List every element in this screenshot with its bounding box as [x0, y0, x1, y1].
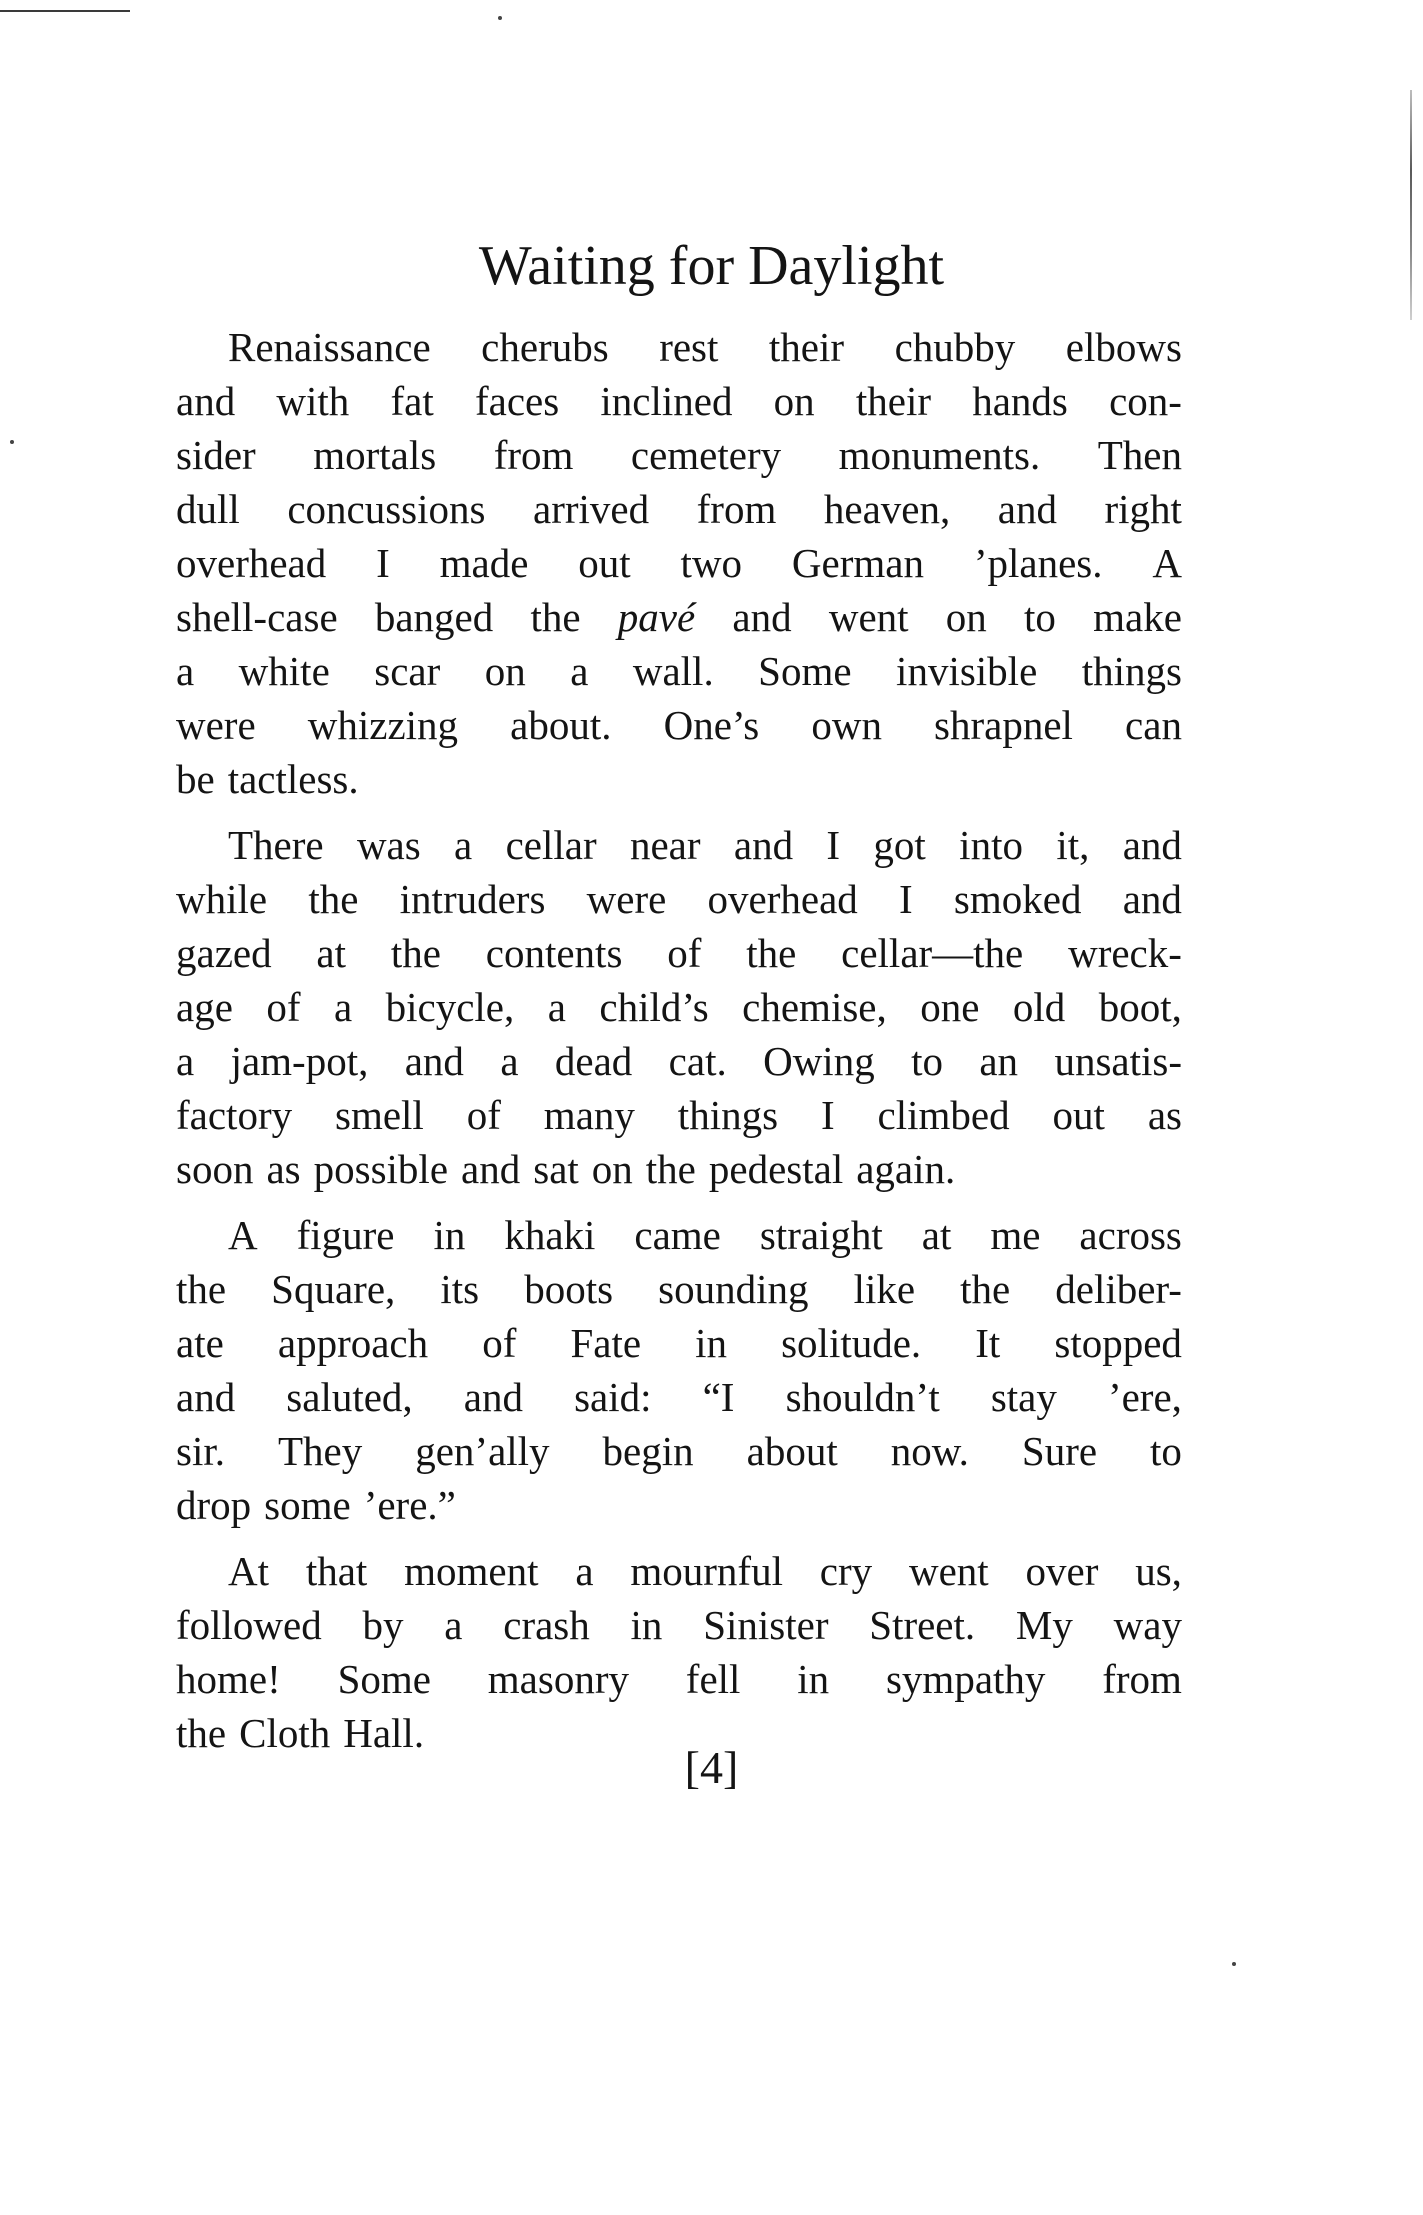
word: an: [979, 1038, 1019, 1084]
word: scar: [374, 648, 441, 694]
word: cherubs: [481, 324, 609, 370]
word: it,: [1056, 822, 1090, 868]
word: unsatis-: [1054, 1038, 1182, 1084]
text-line: [176, 980, 1182, 1034]
text-line: [176, 1316, 1182, 1370]
text-line: [176, 374, 1182, 428]
word: their: [855, 378, 931, 424]
word: as: [266, 1146, 301, 1192]
word: make: [1093, 594, 1182, 640]
word: again.: [856, 1146, 956, 1192]
word: a: [547, 984, 566, 1030]
word: was: [356, 822, 421, 868]
word: chemise,: [742, 984, 887, 1030]
word: dead: [554, 1038, 633, 1084]
word: about: [746, 1428, 838, 1474]
word: climbed: [877, 1092, 1010, 1138]
text-line: [176, 698, 1182, 752]
word: and: [1122, 876, 1182, 922]
word: con-: [1109, 378, 1182, 424]
word: by: [362, 1602, 404, 1648]
text-line: [176, 590, 1182, 644]
word: over: [1025, 1548, 1099, 1594]
word: about.: [510, 702, 612, 748]
word: and: [176, 1374, 236, 1420]
word: Sure: [1021, 1428, 1098, 1474]
word: of: [482, 1320, 517, 1366]
word: shrapnel: [934, 702, 1073, 748]
text-line: [176, 1598, 1182, 1652]
word: one: [920, 984, 980, 1030]
word: gen’ally: [415, 1428, 550, 1474]
text-line: [176, 926, 1182, 980]
word: the: [308, 876, 359, 922]
word: made: [439, 540, 529, 586]
word: on: [484, 648, 526, 694]
word: shouldn’t: [785, 1374, 940, 1420]
word: at: [921, 1212, 952, 1258]
word: way: [1113, 1602, 1182, 1648]
word: out: [1052, 1092, 1105, 1138]
word: now.: [890, 1428, 969, 1474]
word: deliber-: [1055, 1266, 1182, 1312]
text-line: [176, 1424, 1182, 1478]
word: can: [1125, 702, 1182, 748]
word: and: [461, 1146, 521, 1192]
word: At: [228, 1548, 269, 1594]
text-line: [176, 1652, 1182, 1706]
word: from: [1102, 1656, 1182, 1702]
paragraph: [176, 1544, 1182, 1760]
word: a: [176, 1038, 195, 1084]
word: monuments.: [838, 432, 1041, 478]
word: moment: [404, 1548, 539, 1594]
word: chubby: [894, 324, 1016, 370]
word: on: [591, 1146, 633, 1192]
word: to: [1023, 594, 1056, 640]
word: hands: [972, 378, 1068, 424]
word: at: [316, 930, 347, 976]
word: and: [997, 486, 1057, 532]
word: child’s: [599, 984, 709, 1030]
word: mournful: [630, 1548, 783, 1594]
word: Renaissance: [228, 324, 431, 370]
word: rest: [659, 324, 719, 370]
word: I: [376, 540, 390, 586]
word: cry: [819, 1548, 873, 1594]
word: figure: [296, 1212, 395, 1258]
word: of: [667, 930, 702, 976]
word: were: [586, 876, 667, 922]
paragraph: [176, 320, 1182, 806]
word: Hall.: [343, 1710, 425, 1756]
paragraph: [176, 1208, 1182, 1532]
text-line: [176, 1142, 1182, 1196]
word: ’ere.”: [363, 1482, 456, 1528]
word: German: [791, 540, 924, 586]
word: right: [1104, 486, 1182, 532]
word: A: [228, 1212, 258, 1258]
word: came: [634, 1212, 721, 1258]
word: its: [440, 1266, 480, 1312]
word: and: [732, 594, 792, 640]
word: Square,: [271, 1266, 396, 1312]
word: like: [853, 1266, 916, 1312]
word: ’planes.: [973, 540, 1103, 586]
word: tactless.: [227, 756, 359, 802]
word: I: [899, 876, 913, 922]
word: approach: [277, 1320, 429, 1366]
word: fell: [685, 1656, 741, 1702]
word: My: [1015, 1602, 1073, 1648]
word: Fate: [570, 1320, 642, 1366]
word: Some: [758, 648, 852, 694]
word: fat: [390, 378, 434, 424]
word: in: [695, 1320, 728, 1366]
word: their: [768, 324, 845, 370]
word: mortals: [313, 432, 437, 478]
word: a: [176, 648, 195, 694]
word: sympathy: [885, 1656, 1046, 1702]
word: cellar—the: [841, 930, 1024, 976]
word: home!: [176, 1656, 281, 1702]
word: crash: [503, 1602, 590, 1648]
word: and: [404, 1038, 464, 1084]
word: invisible: [896, 648, 1038, 694]
word: and: [1122, 822, 1182, 868]
word: of: [266, 984, 301, 1030]
word: went: [828, 594, 909, 640]
word: some: [264, 1482, 351, 1528]
word: the: [390, 930, 441, 976]
word: were: [176, 702, 256, 748]
word: faces: [474, 378, 560, 424]
word: that: [305, 1548, 368, 1594]
word: and: [176, 378, 236, 424]
word: dull: [176, 486, 240, 532]
word: the: [746, 930, 797, 976]
word: There: [228, 822, 324, 868]
word: One’s: [663, 702, 760, 748]
word: things: [1081, 648, 1182, 694]
word: pavé: [617, 594, 696, 640]
word: old: [1012, 984, 1066, 1030]
word: intruders: [399, 876, 546, 922]
word: cellar: [505, 822, 597, 868]
word: a: [333, 984, 353, 1030]
word: Owing: [763, 1038, 875, 1084]
word: a: [570, 648, 589, 694]
print-speck: [10, 440, 14, 444]
word: saluted,: [286, 1374, 413, 1420]
text-line: [176, 818, 1182, 872]
word: the: [176, 1710, 227, 1756]
text-line: [176, 1208, 1182, 1262]
text-line: [176, 1088, 1182, 1142]
word: from: [696, 486, 777, 532]
word: went: [908, 1548, 989, 1594]
word: a: [500, 1038, 519, 1084]
text-line: [176, 752, 1182, 806]
word: stay: [990, 1374, 1057, 1420]
word: in: [433, 1212, 466, 1258]
word: Sinister: [703, 1602, 829, 1648]
word: sider: [176, 432, 256, 478]
word: boots: [524, 1266, 614, 1312]
word: a: [575, 1548, 594, 1594]
word: wall.: [632, 648, 714, 694]
text-line: [176, 1478, 1182, 1532]
word: said:: [574, 1374, 652, 1420]
word: the: [645, 1146, 696, 1192]
word: soon: [176, 1146, 254, 1192]
word: got: [873, 822, 926, 868]
word: as: [1147, 1092, 1182, 1138]
word: followed: [176, 1602, 322, 1648]
text-line: [176, 320, 1182, 374]
print-speck: [1232, 1962, 1236, 1966]
word: from: [493, 432, 574, 478]
word: many: [543, 1092, 635, 1138]
word: out: [578, 540, 631, 586]
word: pedestal: [708, 1146, 844, 1192]
word: of: [466, 1092, 501, 1138]
word: straight: [759, 1212, 883, 1258]
word: contents: [485, 930, 623, 976]
word: a: [454, 822, 473, 868]
word: whizzing: [307, 702, 459, 748]
word: on: [945, 594, 987, 640]
word: They: [277, 1428, 363, 1474]
word: factory: [176, 1092, 293, 1138]
top-edge-rule: [0, 10, 130, 12]
word: the: [176, 1266, 227, 1312]
word: bicycle,: [385, 984, 515, 1030]
page-number: [4]: [684, 1742, 739, 1793]
text-line: [176, 428, 1182, 482]
word: the: [960, 1266, 1011, 1312]
word: masonry: [487, 1656, 629, 1702]
text-line: [176, 536, 1182, 590]
word: near: [629, 822, 701, 868]
word: shell-case: [176, 594, 338, 640]
word: gazed: [176, 930, 272, 976]
page-title: Waiting for Daylight: [478, 235, 945, 297]
word: to: [911, 1038, 943, 1084]
text-line: [176, 1370, 1182, 1424]
word: the: [530, 594, 581, 640]
word: It: [975, 1320, 1001, 1366]
word: I: [826, 822, 841, 868]
word: drop: [176, 1482, 252, 1528]
word: own: [811, 702, 882, 748]
word: Then: [1097, 432, 1182, 478]
text-line: [176, 872, 1182, 926]
body-text: [176, 320, 1182, 1760]
word: wreck-: [1068, 930, 1182, 976]
word: ate: [176, 1320, 224, 1366]
word: overhead: [707, 876, 858, 922]
word: elbows: [1065, 324, 1182, 370]
word: in: [630, 1602, 663, 1648]
word: age: [176, 984, 233, 1030]
word: on: [773, 378, 815, 424]
word: ’ere,: [1107, 1374, 1182, 1420]
word: possible: [313, 1146, 449, 1192]
word: heaven,: [823, 486, 951, 532]
word: jam-pot,: [230, 1038, 369, 1084]
word: sat: [533, 1146, 579, 1192]
word: with: [276, 378, 350, 424]
word: inclined: [600, 378, 733, 424]
text-line: [176, 1262, 1182, 1316]
word: banged: [374, 594, 494, 640]
word: Some: [337, 1656, 431, 1702]
print-speck: [498, 16, 502, 20]
word: begin: [602, 1428, 694, 1474]
word: A: [1152, 540, 1182, 586]
word: two: [680, 540, 743, 586]
word: khaki: [504, 1212, 596, 1258]
word: and: [733, 822, 794, 868]
word: smell: [335, 1092, 424, 1138]
word: into: [959, 822, 1023, 868]
word: arrived: [533, 486, 650, 532]
word: sir.: [176, 1428, 225, 1474]
word: cemetery: [630, 432, 782, 478]
word: stopped: [1054, 1320, 1182, 1366]
text-line: [176, 1034, 1182, 1088]
word: sounding: [658, 1266, 809, 1312]
text-line: [176, 1544, 1182, 1598]
word: things: [677, 1092, 779, 1138]
word: while: [176, 876, 268, 922]
word: me: [990, 1212, 1041, 1258]
word: to: [1150, 1428, 1182, 1474]
word: Cloth: [239, 1710, 331, 1756]
word: boot,: [1098, 984, 1182, 1030]
word: smoked: [953, 876, 1082, 922]
word: across: [1079, 1212, 1182, 1258]
word: cat.: [668, 1038, 727, 1084]
word: be: [176, 756, 215, 802]
word: Street.: [869, 1602, 976, 1648]
word: overhead: [176, 540, 327, 586]
paragraph: [176, 818, 1182, 1196]
word: white: [238, 648, 330, 694]
word: “I: [702, 1374, 735, 1420]
word: a: [444, 1602, 463, 1648]
word: solitude.: [781, 1320, 922, 1366]
text-line: [176, 644, 1182, 698]
word: us,: [1135, 1548, 1182, 1594]
word: and: [463, 1374, 523, 1420]
text-line: [176, 482, 1182, 536]
word: in: [797, 1656, 830, 1702]
word: concussions: [287, 486, 486, 532]
word: I: [820, 1092, 835, 1138]
